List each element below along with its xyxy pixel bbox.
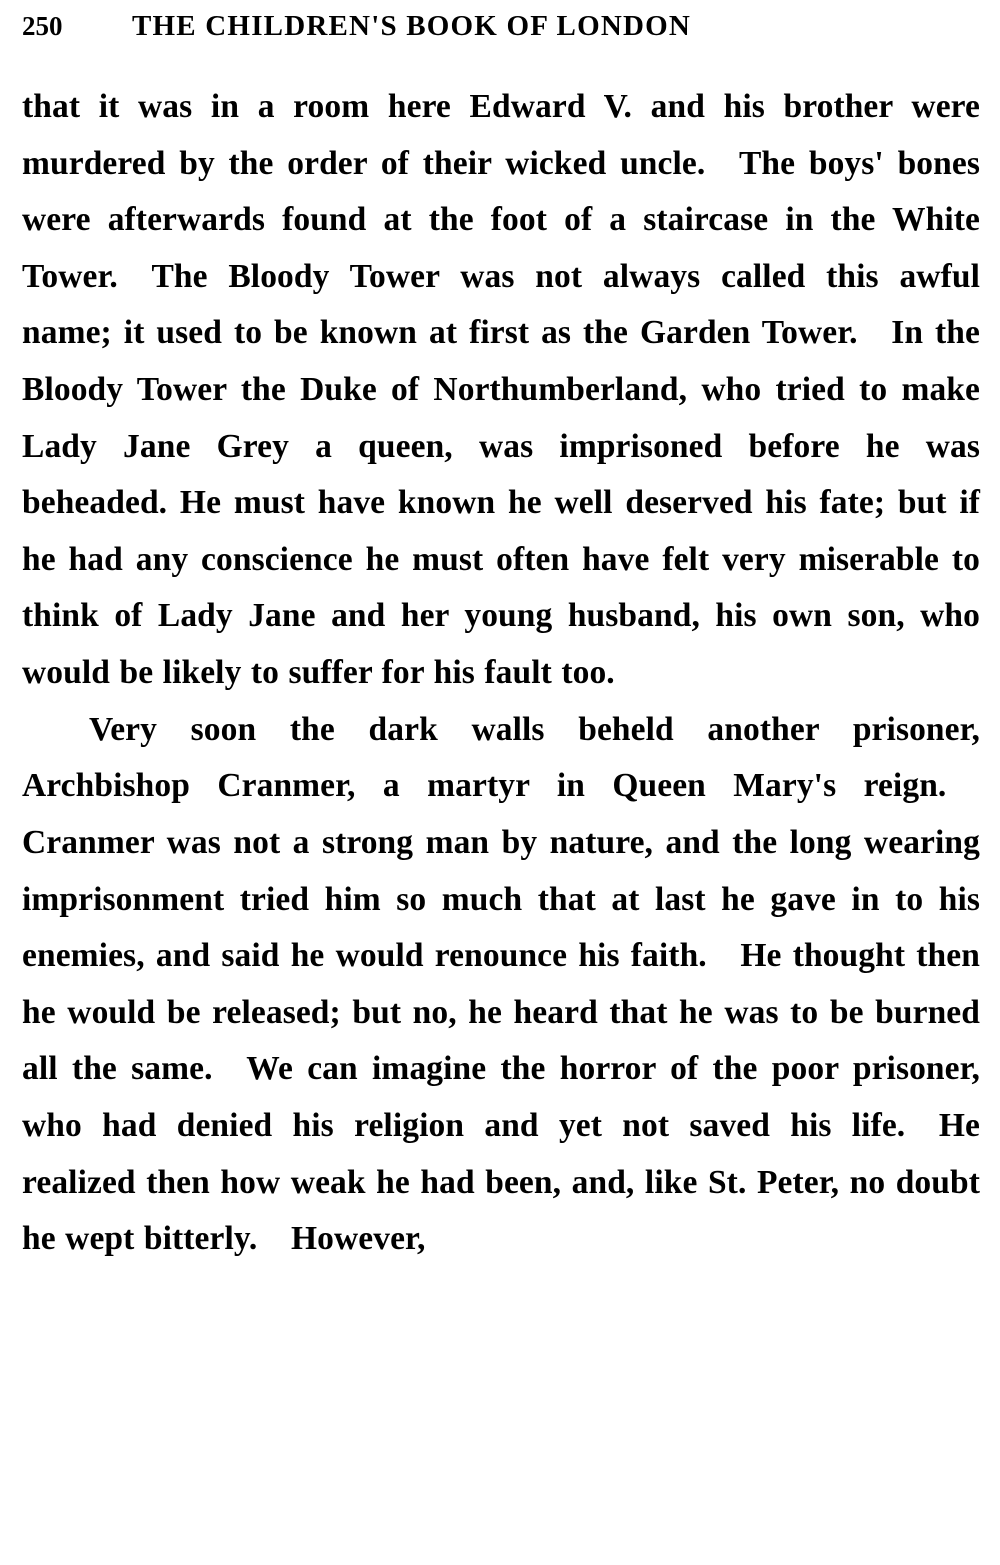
paragraph-2: Very soon the dark walls beheld another prisoner, Archbishop Cranmer, a martyr in Queen Mary's reign. Cranmer was not a strong man by nature, and the long wearing imprisonment tried him so much that at last he gave in to his enemies, and said he would renounce his faith. He thought then he would be released; but no, he heard that he was to be burned all the same. We can imagine the horror of the poor prisoner, who had denied his religion and yet not saved his life. He realized then how weak he had been, and, like St. Peter, no doubt he wept bitterly. However, (22, 710, 980, 1258)
running-head (0, 0, 1000, 43)
paragraph-1: that it was in a room here Edward V. and his brother were murdered by the order of their wicked uncle. The boys' bones were afterwards found at the foot of a staircase in the White Tower. The Bloody Tower was not always called this awful name; it used to be known at first as the Garden Tower. In the Bloody Tower the Duke of Northumberland, who tried to make Lady Jane Grey a queen, was imprisoned before he was beheaded. He must have known he well deserved his fate; but if he had any conscience he must often have felt very miserable to think of Lady Jane and her young husband, his own son, who would be likely to suffer for his fault too. (22, 88, 980, 692)
page-number: 250 (22, 11, 63, 41)
page-body (0, 43, 1000, 1268)
running-title: THE CHILDREN'S BOOK OF LONDON (132, 10, 692, 42)
